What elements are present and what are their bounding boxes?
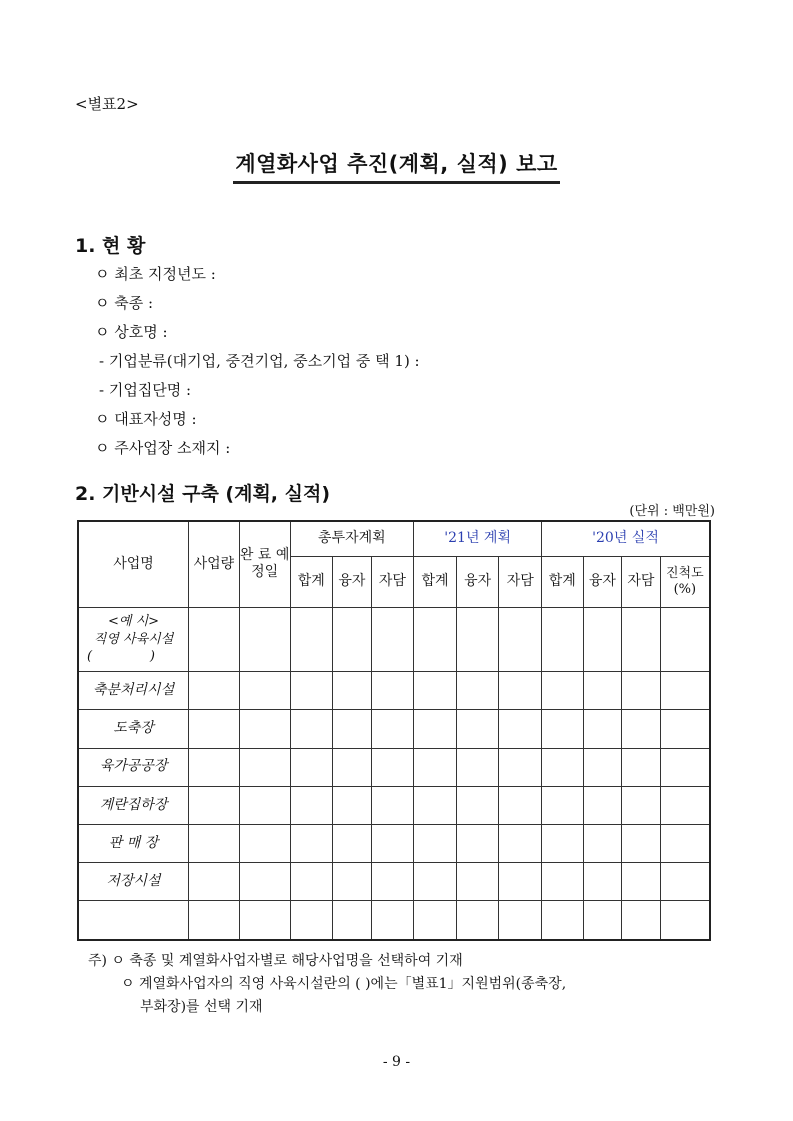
table-row <box>78 607 710 671</box>
table-cell[interactable] <box>456 607 499 671</box>
table-cell[interactable] <box>499 607 542 671</box>
table-cell[interactable] <box>622 863 661 901</box>
table-cell[interactable] <box>542 863 584 901</box>
table-cell[interactable] <box>414 901 457 940</box>
table-cell[interactable] <box>660 748 710 786</box>
subheader-total: 합계 <box>542 556 584 607</box>
table-cell[interactable] <box>542 748 584 786</box>
table-cell[interactable] <box>333 786 372 824</box>
row-label <box>78 901 189 940</box>
table-cell[interactable] <box>333 710 372 748</box>
table-cell[interactable] <box>371 824 414 862</box>
table-cell[interactable] <box>660 824 710 862</box>
table-cell[interactable] <box>583 901 622 940</box>
section2-heading: 2. 기반시설 구축 (계획, 실적) <box>75 483 331 505</box>
table-cell[interactable] <box>542 786 584 824</box>
table-row <box>78 786 710 824</box>
row-label: 계란집하장 <box>78 786 189 824</box>
row-label: 육가공공장 <box>78 748 189 786</box>
table-cell[interactable] <box>371 901 414 940</box>
table-row <box>78 901 710 940</box>
table-cell[interactable] <box>189 710 240 748</box>
table-cell[interactable] <box>499 863 542 901</box>
table-cell[interactable] <box>239 710 290 748</box>
table-cell[interactable] <box>499 901 542 940</box>
table-cell[interactable] <box>189 748 240 786</box>
table-cell[interactable] <box>239 672 290 710</box>
table-cell[interactable] <box>622 710 661 748</box>
table-cell[interactable] <box>456 901 499 940</box>
status-item: ㅇ 상호명 : <box>95 323 168 341</box>
table-cell[interactable] <box>660 863 710 901</box>
table-cell[interactable] <box>499 672 542 710</box>
table-cell[interactable] <box>583 710 622 748</box>
table-cell[interactable] <box>189 901 240 940</box>
table-cell[interactable] <box>499 824 542 862</box>
table-cell[interactable] <box>290 748 333 786</box>
table-cell[interactable] <box>333 672 372 710</box>
title-container <box>0 148 793 184</box>
table-cell[interactable] <box>290 901 333 940</box>
document-title: 계열화사업 추진(계획, 실적) 보고 <box>233 148 559 184</box>
table-cell[interactable] <box>290 863 333 901</box>
table-cell[interactable] <box>456 748 499 786</box>
table-row <box>78 710 710 748</box>
table-cell[interactable] <box>371 672 414 710</box>
table-cell[interactable] <box>583 672 622 710</box>
table-cell[interactable] <box>239 901 290 940</box>
subheader-self: 자담 <box>622 556 661 607</box>
table-cell[interactable] <box>290 710 333 748</box>
page-number: - 9 - <box>382 1054 411 1070</box>
table-cell[interactable] <box>583 824 622 862</box>
table-cell[interactable] <box>499 710 542 748</box>
table-row <box>78 672 710 710</box>
table-cell[interactable] <box>189 607 240 671</box>
table-cell[interactable] <box>333 607 372 671</box>
table-cell[interactable] <box>542 710 584 748</box>
example-line3: ( ) <box>87 649 155 665</box>
table-cell[interactable] <box>622 786 661 824</box>
table-cell[interactable] <box>622 748 661 786</box>
row-label: 판 매 장 <box>78 824 189 862</box>
table-cell[interactable] <box>583 786 622 824</box>
subheader-loan: 융자 <box>583 556 622 607</box>
table-cell[interactable] <box>371 607 414 671</box>
table-cell[interactable] <box>414 710 457 748</box>
table-cell[interactable] <box>290 824 333 862</box>
row-label: 축분처리시설 <box>78 672 189 710</box>
table-cell[interactable] <box>239 824 290 862</box>
table-cell[interactable] <box>239 863 290 901</box>
row-label: 도축장 <box>78 710 189 748</box>
header-completion-date: 완 료 예정일 <box>239 521 290 607</box>
table-cell[interactable] <box>333 824 372 862</box>
subheader-loan: 융자 <box>456 556 499 607</box>
table-cell[interactable] <box>456 824 499 862</box>
header-20-actual: '20년 실적 <box>542 521 710 556</box>
table-cell[interactable] <box>542 824 584 862</box>
table-row <box>78 824 710 862</box>
table-cell[interactable] <box>333 863 372 901</box>
table-cell[interactable] <box>622 901 661 940</box>
header-volume: 사업량 <box>189 521 240 607</box>
footnote-line: 부화장)를 선택 기재 <box>140 999 263 1015</box>
table-cell[interactable] <box>239 786 290 824</box>
subheader-total: 합계 <box>414 556 457 607</box>
table-cell[interactable] <box>583 748 622 786</box>
table-cell[interactable] <box>456 786 499 824</box>
table-cell[interactable] <box>189 672 240 710</box>
table-cell[interactable] <box>583 607 622 671</box>
row-label: 저장시설 <box>78 863 189 901</box>
table-cell[interactable] <box>371 710 414 748</box>
table-cell[interactable] <box>414 786 457 824</box>
table-cell[interactable] <box>414 748 457 786</box>
table-cell[interactable] <box>189 863 240 901</box>
footnote-line: 주) ㅇ 축종 및 계열화사업자별로 해당사업명을 선택하여 기재 <box>88 953 463 969</box>
table-cell[interactable] <box>660 607 710 671</box>
header-total-investment-plan: 총투자계획 <box>290 521 414 556</box>
table-cell[interactable] <box>583 863 622 901</box>
table-cell[interactable] <box>189 824 240 862</box>
row-label-example <box>78 607 189 671</box>
status-item: ㅇ 최초 지정년도 : <box>95 265 216 283</box>
table-cell[interactable] <box>542 672 584 710</box>
table-cell[interactable] <box>622 607 661 671</box>
table-cell[interactable] <box>542 901 584 940</box>
subheader-loan: 융자 <box>333 556 372 607</box>
header-21-plan: '21년 계획 <box>414 521 542 556</box>
table-cell[interactable] <box>414 863 457 901</box>
table-cell[interactable] <box>414 607 457 671</box>
table-cell[interactable] <box>414 672 457 710</box>
table-cell[interactable] <box>333 901 372 940</box>
table-cell[interactable] <box>290 672 333 710</box>
table-cell[interactable] <box>456 710 499 748</box>
table-cell[interactable] <box>456 672 499 710</box>
header-business-name: 사업명 <box>78 521 189 607</box>
table-cell[interactable] <box>189 786 240 824</box>
table-cell[interactable] <box>660 901 710 940</box>
status-item: - 기업분류(대기업, 중견기업, 중소기업 중 택 1) : <box>99 352 420 370</box>
unit-label: (단위 : 백만원) <box>629 504 715 519</box>
status-item: ㅇ 주사업장 소재지 : <box>95 439 231 457</box>
infrastructure-table <box>77 520 711 941</box>
subheader-total: 합계 <box>290 556 333 607</box>
table-row <box>78 748 710 786</box>
subheader-self: 자담 <box>371 556 414 607</box>
table-cell[interactable] <box>499 748 542 786</box>
table-cell[interactable] <box>622 824 661 862</box>
section1-heading: 1. 현 황 <box>75 235 146 257</box>
table-cell[interactable] <box>371 748 414 786</box>
table-cell[interactable] <box>414 824 457 862</box>
table-cell[interactable] <box>499 786 542 824</box>
example-line2: 직영 사육시설 <box>93 631 174 647</box>
table-cell[interactable] <box>333 748 372 786</box>
table-row <box>78 863 710 901</box>
example-line1: <예 시> <box>108 614 160 630</box>
table-cell[interactable] <box>660 710 710 748</box>
status-list <box>95 260 420 463</box>
table-cell[interactable] <box>239 748 290 786</box>
status-item: ㅇ 대표자성명 : <box>95 410 197 428</box>
table-cell[interactable] <box>290 786 333 824</box>
status-item: ㅇ 축종 : <box>95 294 154 312</box>
table-cell[interactable] <box>371 786 414 824</box>
table-cell[interactable] <box>290 607 333 671</box>
table-cell[interactable] <box>660 786 710 824</box>
status-item: - 기업집단명 : <box>99 381 192 399</box>
table-cell[interactable] <box>660 672 710 710</box>
annex-label: <별표2> <box>75 95 139 113</box>
table-cell[interactable] <box>239 607 290 671</box>
table-cell[interactable] <box>456 863 499 901</box>
footnote-line: ㅇ 계열화사업자의 직영 사육시설란의 ( )에는「별표1」지원범위(종축장, <box>121 976 567 992</box>
table-cell[interactable] <box>622 672 661 710</box>
subheader-progress: 진척도 (%) <box>660 556 710 607</box>
subheader-self: 자담 <box>499 556 542 607</box>
table-cell[interactable] <box>542 607 584 671</box>
footnotes <box>88 950 566 1019</box>
table-cell[interactable] <box>371 863 414 901</box>
